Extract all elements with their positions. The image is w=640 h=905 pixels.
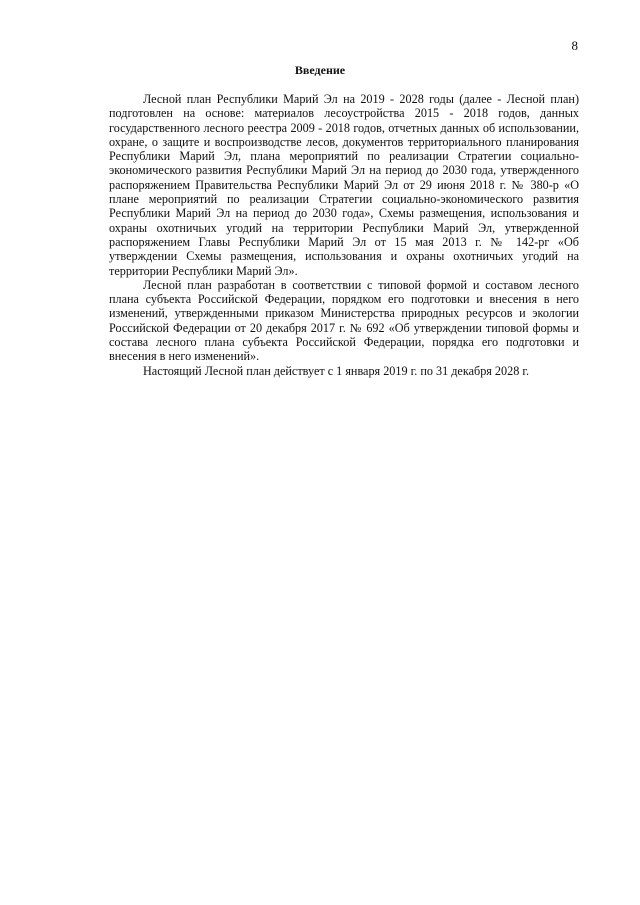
paragraph-validity: Настоящий Лесной план действует с 1 января 2019 г. по 31 декабря 2028 г. bbox=[143, 363, 530, 378]
paragraph-basis: Лесной план разработан в соответствии с типовой формой и составом лесного плана субъекта Российской Федерации, порядком его подготовки и внесения в него изменений, утвержденными приказом Министерства природных ресурсов и экологии Российской Федерации от 20 декабря 2017 г. № 692 «Об утверждении типовой формы и состава лесного плана субъекта Российской Федерации, порядка его подготовки и внесения в него изменений». bbox=[109, 277, 579, 364]
document-body bbox=[109, 92, 579, 378]
page-number: 8 bbox=[571, 38, 578, 53]
section-heading: Введение bbox=[294, 63, 346, 77]
paragraph-intro: Лесной план Республики Марий Эл на 2019 - 2028 годы (далее - Лесной план) подготовлен на основе: материалов лесоустройства 2015 - 2018 годов, данных государственного лесного реестра 2009 - 2018 годов, отчетных данных об использовании, охране, о защите и воспроизводстве лесов, документов территориального планирования Республики Марий Эл, плана мероприятий по реализации Стратегии социально-экономического развития Республики Марий Эл на период до 2030 года, утвержденного распоряжением Правительства Республики Марий Эл от 29 июня 2018 г. № 380-р «О плане мероприятий по реализации Стратегии социально-экономического развития Республики Марий Эл на период до 2030 года», Схемы размещения, использования и охраны охотничьих угодий на территории Республики Марий Эл, утвержденной распоряжением Главы Республики Марий Эл от 15 мая 2013 г. № 142-рг «Об утверждении Схемы размещения, использования и охраны охотничьих угодий на территории Республики Марий Эл». bbox=[109, 92, 579, 278]
